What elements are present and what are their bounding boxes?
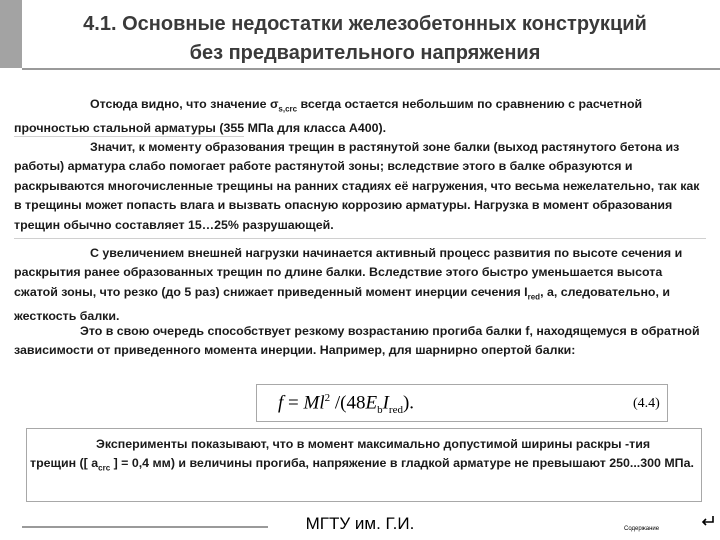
formula-exponent: 2 <box>324 392 331 404</box>
separator-line <box>14 136 244 137</box>
sigma-subscript: s,crc <box>278 104 298 114</box>
formula-ml: Ml <box>303 392 325 414</box>
paragraph-4 <box>14 322 706 361</box>
formula-deflection <box>278 392 414 416</box>
title-underline <box>22 68 720 70</box>
paragraph-5-text-b: ] = 0,4 мм) и величины прогиба, напряжение в гладкой арматуре не превышают 250...300 МПа. <box>110 456 694 471</box>
paragraph-2-text: Значит, к моменту образования трещин в растянутой зоне балки (выход растянутого бетона из работы) арматура слабо помогает работе растянутой зоны; вследствие этого в балке образуются и раскрываются многочисленные трещины на ранних стадиях её нагружения, что весьма нежелательно, так как в трещины может попасть влага и вызвать опасную коррозию арматуры. Нагрузка в момент образования трещин обычно составляет 15…25% разрушающей. <box>14 140 700 232</box>
return-arrow-icon[interactable] <box>700 513 716 529</box>
footer-university: МГТУ им. Г.И. <box>305 514 415 533</box>
contents-link-label[interactable]: Содержание <box>624 526 660 532</box>
paragraph-5 <box>30 435 695 478</box>
formula-e: E <box>365 392 378 414</box>
paragraph-1-text-b: всегда остается небольшим по сравнению с расчетной прочностью стальной арматуры (355 МПа для класса А400). <box>14 97 643 135</box>
formula-close: ). <box>402 392 415 414</box>
paragraph-5-text-a: Эксперименты показывают, что в момент максимально допустимой ширины раскры -тия трещин ([ a <box>30 437 651 471</box>
formula-equals: = <box>283 392 304 414</box>
footer-line <box>22 526 268 528</box>
paragraph-4-text: Это в свою очередь способствует резкому возрастанию прогиба балки f, находящемуся в обратной зависимости от приведенного момента инерции. Например, для шарнирно опертой балки: <box>14 324 700 358</box>
formula-i-sub: red <box>388 404 403 417</box>
paragraph-1-text-a: Отсюда видно, что значение σ <box>90 97 279 111</box>
formula-e-sub: b <box>377 404 383 417</box>
equation-number: (4.4) <box>633 396 660 411</box>
slide-title-line-2: без предварительного напряжения <box>189 42 541 64</box>
formula-i: I <box>382 392 389 414</box>
paragraph-1 <box>14 95 706 138</box>
title-corner-block <box>0 0 22 68</box>
paragraph-2 <box>14 138 706 235</box>
inertia-subscript: red <box>527 292 541 302</box>
paragraph-3-text-a: С увеличением внешней нагрузки начинается активный процесс развития по высоте сечения и раскрытия ранее образованных трещин по длине балки. Вследствие этого быстро уменьшается высота сжатой зоны, что резко (до 5 раз) снижает приведенный момент инерции сечения I <box>14 246 683 299</box>
separator-line <box>14 238 706 239</box>
slide-title-line-1: 4.1. Основные недостатки железобетонных конструкций <box>83 13 647 35</box>
paragraph-3-text-b: , а, следовательно, и жесткость балки. <box>14 284 670 323</box>
crack-width-subscript: crc <box>98 463 111 473</box>
formula-f: f <box>278 392 284 414</box>
paragraph-3 <box>14 244 706 326</box>
formula-divide: /(48 <box>330 392 366 414</box>
